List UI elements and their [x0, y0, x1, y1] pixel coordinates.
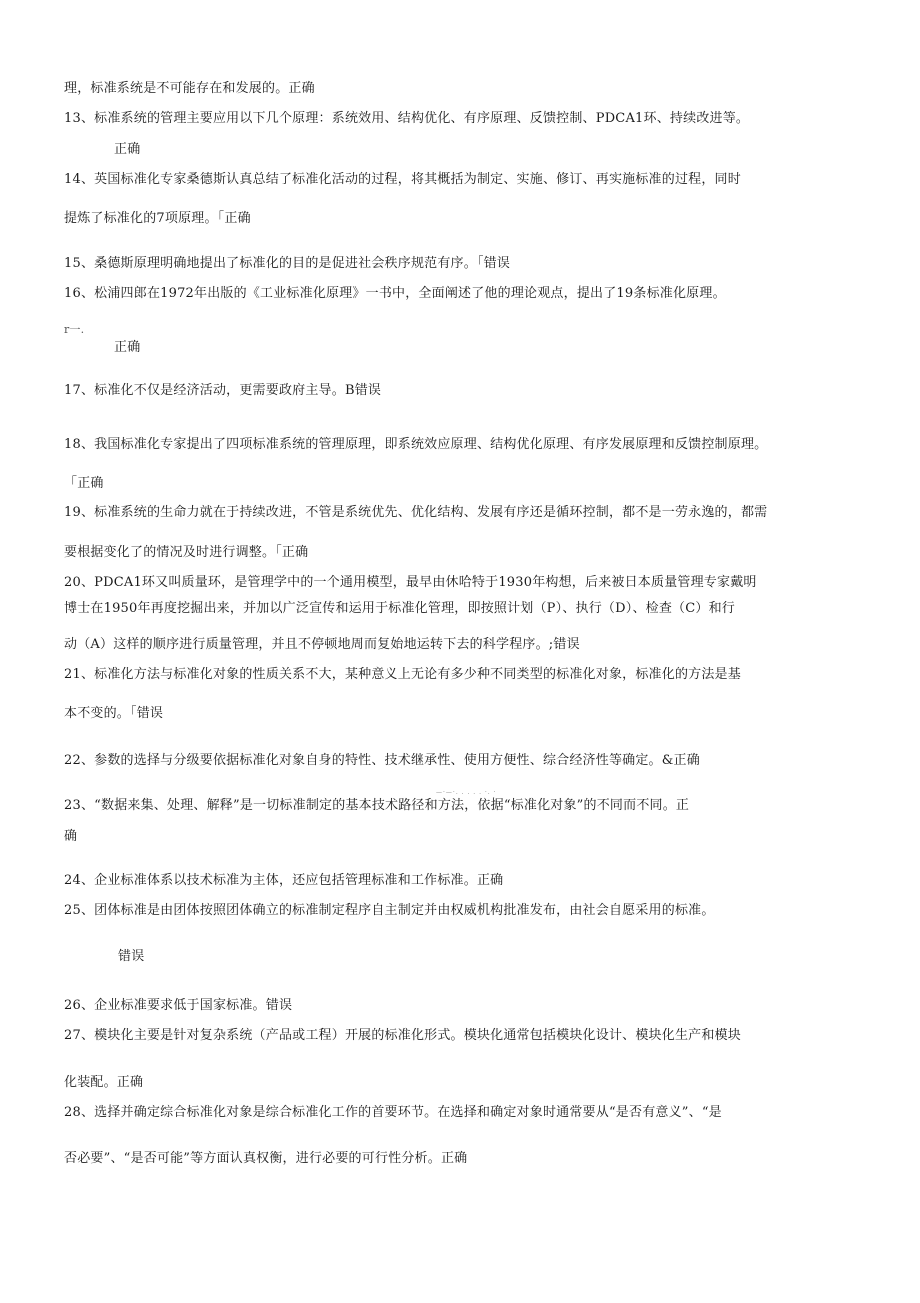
- text-line: 理，标准系统是不可能存在和发展的。正确: [64, 81, 315, 96]
- text-line: 17、标准化不仅是经济活动，更需要政府主导。B错误: [64, 383, 382, 398]
- scan-artifact: —·—·. . . . . ·. ·: [436, 789, 497, 796]
- text-line: 20、PDCA1环又叫质量环，是管理学中的一个通用模型，最早由休哈特于1930年构想，后来被日本质量管理专家戴明: [64, 575, 757, 590]
- text-line: 24、企业标准体系以技术标准为主体，还应包括管理标准和工作标准。正确: [64, 873, 504, 888]
- text-line: 否必要”、“是否可能”等方面认真权衡，进行必要的可行性分析。正确: [64, 1151, 468, 1166]
- text-line: 21、标准化方法与标准化对象的性质关系不大，某种意义上无论有多少种不同类型的标准化对象，标准化的方法是基: [64, 667, 741, 682]
- text-line: 18、我国标准化专家提出了四项标准系统的管理原理，即系统效应原理、结构优化原理、有序发展原理和反馈控制原理。: [64, 437, 768, 452]
- text-line: 「正确: [64, 476, 104, 491]
- text-line: 动（A）这样的顺序进行质量管理，并且不停顿地周而复始地运转下去的科学程序。;错误: [64, 637, 580, 652]
- text-line: 22、参数的选择与分级要依据标准化对象自身的特性、技术继承性、使用方便性、综合经济性等确定。&正确: [64, 753, 700, 768]
- text-line: 15、桑德斯原理明确地提出了标准化的目的是促进社会秩序规范有序。「错误: [64, 256, 511, 271]
- text-line: 25、团体标准是由团体按照团体确立的标准制定程序自主制定并由权威机构批准发布，由社会自愿采用的标准。: [64, 903, 715, 918]
- text-line: 提炼了标准化的7项原理。「正确: [64, 211, 251, 226]
- text-line: 本不变的。「错误: [64, 706, 164, 721]
- text-line: 23、“数据来集、处理、解释”是一切标准制定的基本技术路径和方法，依据“标准化对象”的不同而不同。正: [64, 798, 690, 813]
- text-line: 13、标准系统的管理主要应用以下几个原理：系统效用、结构优化、有序原理、反馈控制、PDCA1环、持续改进等。: [64, 111, 750, 126]
- text-line: 正确: [114, 340, 141, 355]
- text-line: 14、英国标准化专家桑德斯认真总结了标准化活动的过程，将其概括为制定、实施、修订、再实施标准的过程，同时: [64, 172, 741, 187]
- text-line: 28、选择并确定综合标准化对象是综合标准化工作的首要环节。在选择和确定对象时通常要从“是否有意义”、“是: [64, 1105, 722, 1120]
- text-line: 错误: [118, 949, 145, 964]
- text-line: 博士在1950年再度挖掘出来，并加以广泛宣传和运用于标准化管理，即按照计划（P）、执行（D）、检查（C）和行: [64, 601, 736, 616]
- text-line: 27、模块化主要是针对复杂系统（产品或工程）开展的标准化形式。模块化通常包括模块化设计、模块化生产和模块: [64, 1028, 741, 1043]
- text-line: 化装配。正确: [64, 1075, 144, 1090]
- text-line: 16、松浦四郎在1972年出版的《工业标准化原理》一书中，全面阐述了他的理论观点，提出了19条标准化原理。: [64, 286, 726, 301]
- text-line: 确: [64, 829, 78, 844]
- text-line: r一.: [64, 323, 85, 336]
- text-line: 26、企业标准要求低于国家标准。错误: [64, 998, 293, 1013]
- text-line: 19、标准系统的生命力就在于持续改进，不管是系统优先、优化结构、发展有序还是循环控制，都不是一劳永逸的，都需: [64, 505, 768, 520]
- text-line: 正确: [114, 142, 141, 157]
- text-line: 要根据变化了的情况及时进行调整。「正确: [64, 545, 309, 560]
